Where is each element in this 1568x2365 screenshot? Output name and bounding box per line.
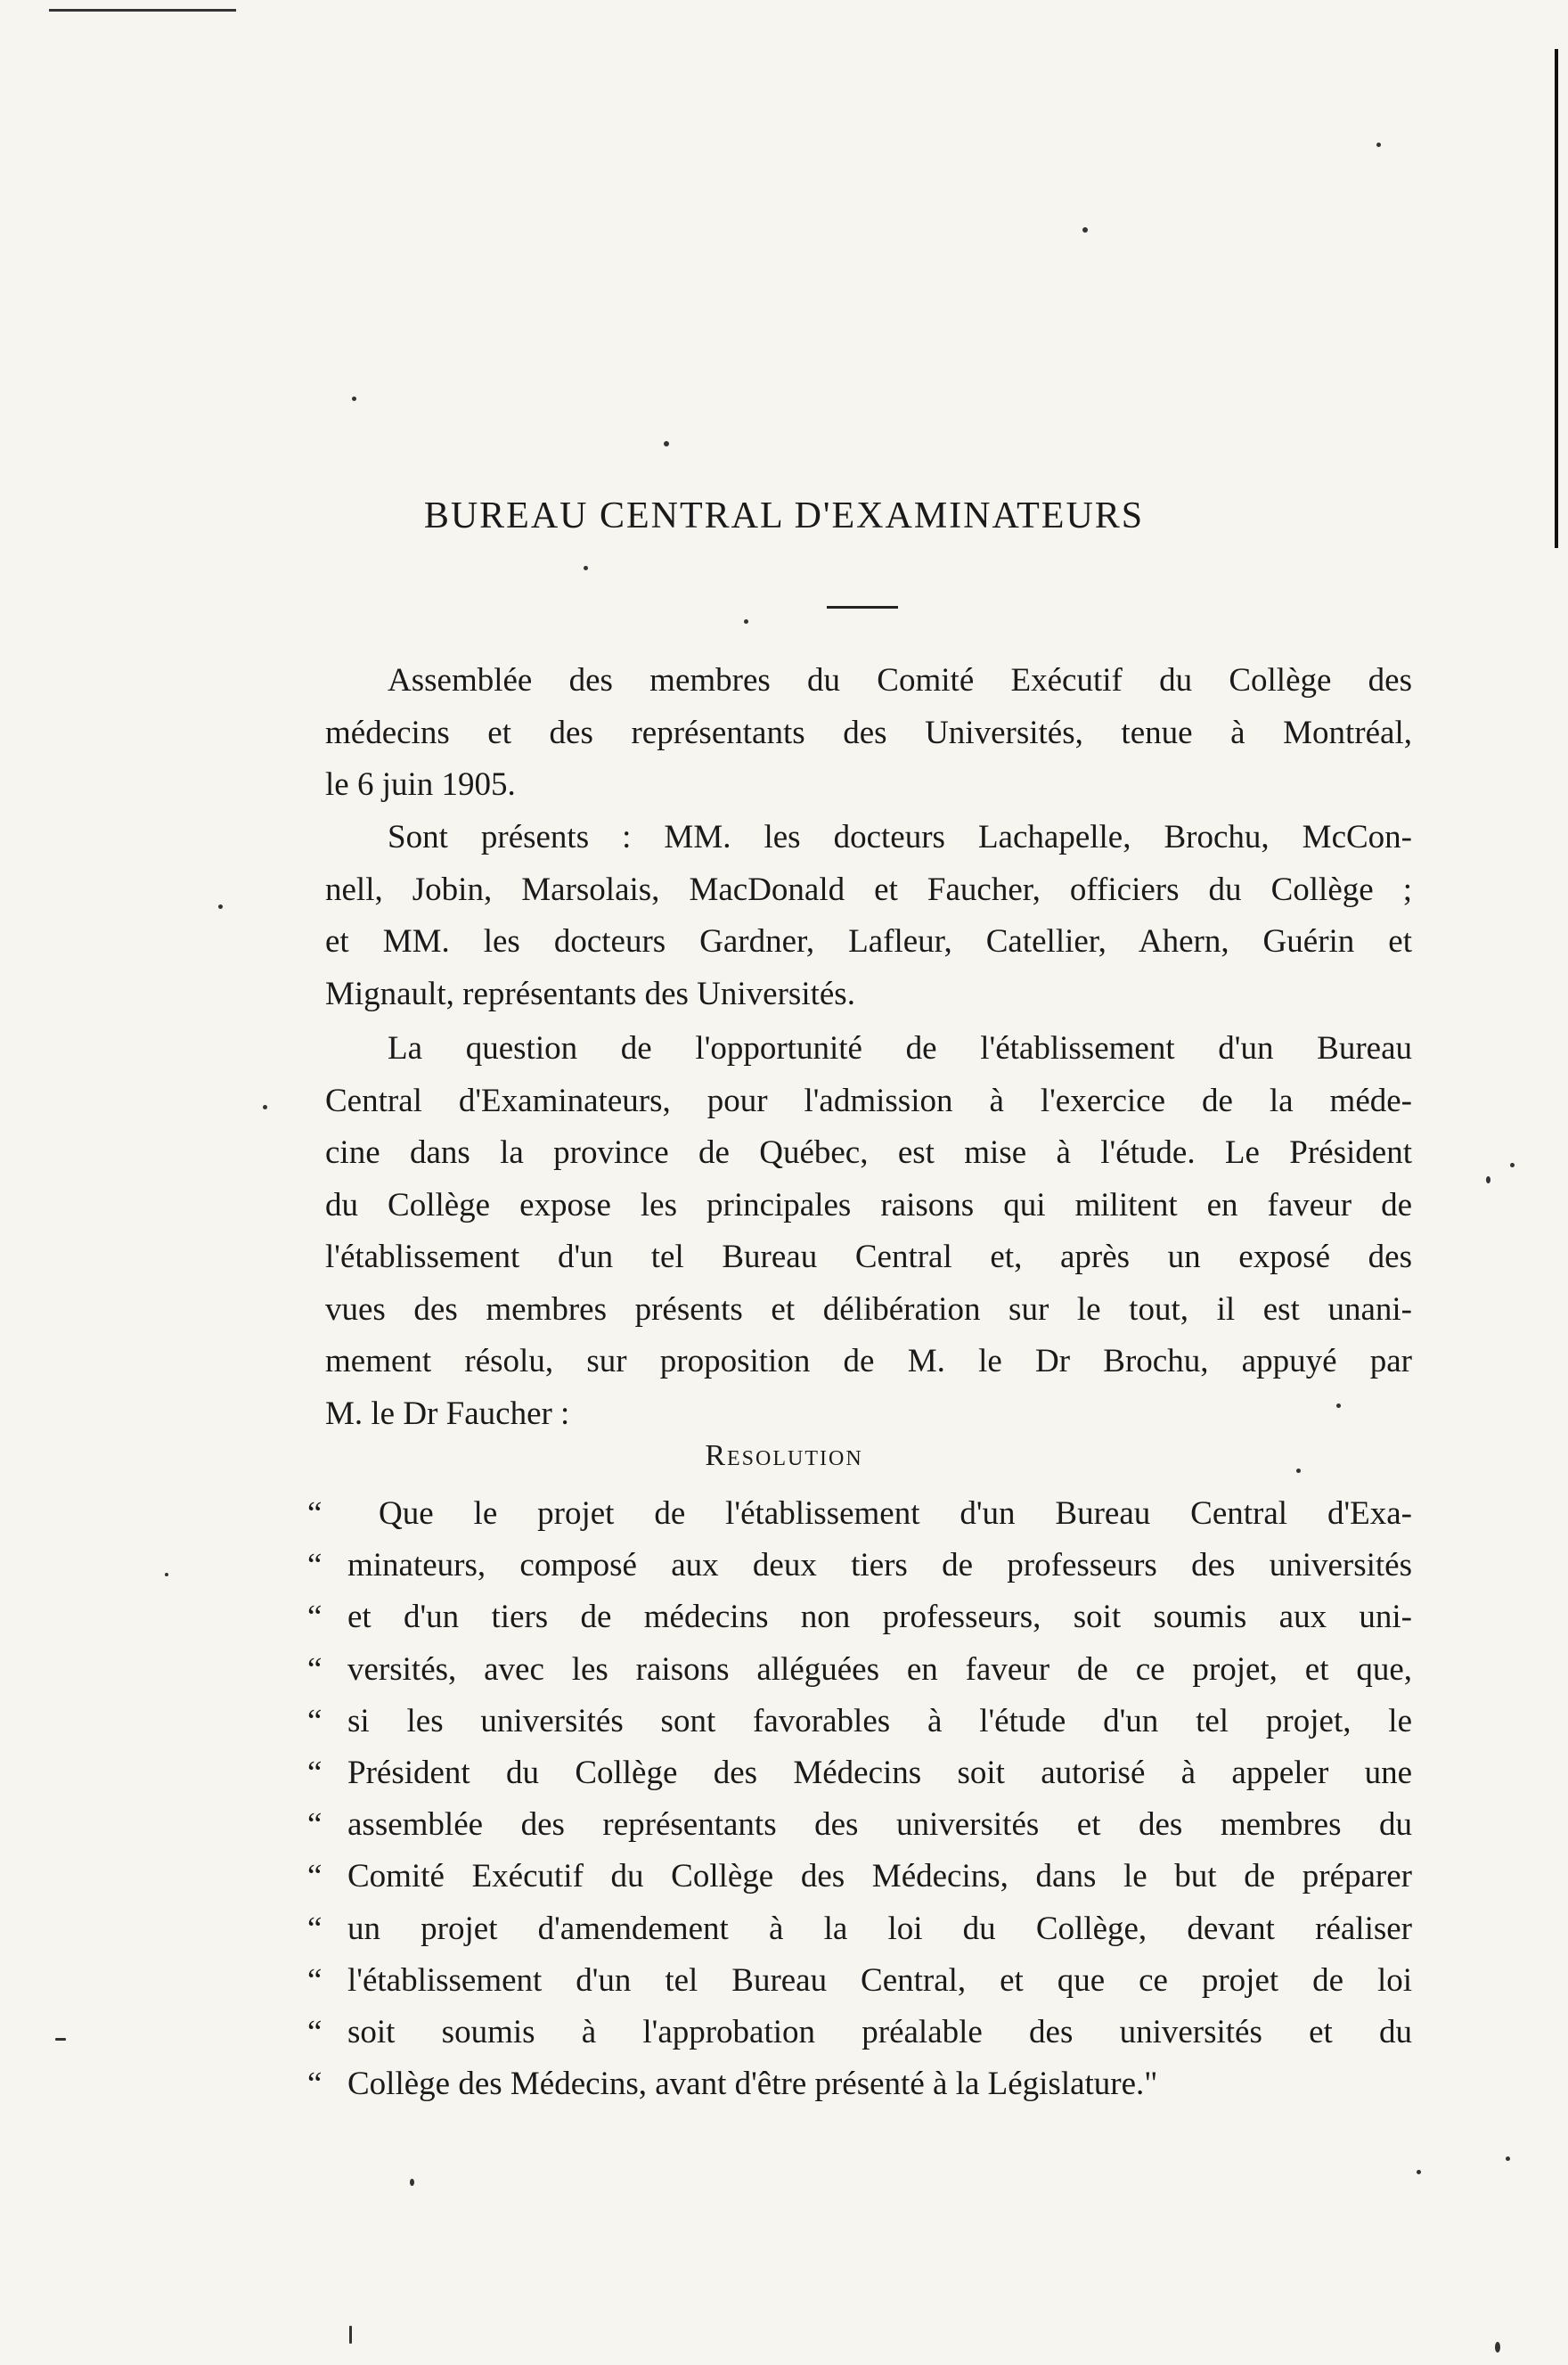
paragraph-line: l'établissement d'un tel Bureau Central et, après un exposé des — [325, 1239, 1412, 1275]
quote-mark: “ — [307, 1806, 323, 1844]
quote-text: Collège des Médecins, avant d'être présenté à la Législature." — [347, 2066, 1158, 2103]
quote-text: minateurs, composé aux deux tiers de professeurs des universités — [347, 1547, 1412, 1584]
paragraph-line: mement résolu, sur proposition de M. le Dr Brochu, appuyé par — [325, 1343, 1412, 1379]
paragraph-line: nell, Jobin, Marsolais, MacDonald et Faucher, officiers du Collège ; — [325, 871, 1412, 908]
paragraph-line: La question de l'opportunité de l'établissement d'un Bureau — [388, 1030, 1412, 1067]
paragraph-question — [325, 1023, 1412, 1440]
quote-line — [307, 1747, 1412, 1799]
quote-line — [307, 1644, 1412, 1696]
paragraph-assembly — [325, 655, 1412, 812]
scan-speck — [744, 619, 748, 624]
paragraph-line: médecins et des représentants des Universités, tenue à Montréal, — [325, 714, 1412, 751]
paragraph-line: cine dans la province de Québec, est mise à l'étude. Le Président — [325, 1134, 1412, 1171]
quote-mark: “ — [307, 1858, 323, 1895]
quote-text: Président du Collège des Médecins soit autorisé à appeler une — [347, 1755, 1412, 1792]
page-heading: BUREAU CENTRAL D'EXAMINATEURS — [423, 495, 1145, 536]
quote-text: versités, avec les raisons alléguées en faveur de ce projet, et que, — [347, 1650, 1412, 1688]
paragraph-line: vues des membres présents et délibération sur le tout, il est unani- — [325, 1290, 1412, 1328]
scan-speck — [165, 1573, 168, 1576]
quote-text: Comité Exécutif du Collège des Médecins, dans le but de préparer — [347, 1858, 1412, 1895]
quote-text: soit soumis à l'approbation préalable des universités et du — [347, 2014, 1412, 2051]
quote-mark: “ — [307, 1755, 323, 1792]
quote-mark: “ — [307, 2066, 323, 2103]
quote-line — [307, 1540, 1412, 1592]
quote-line — [307, 1488, 1412, 1540]
scan-speck — [352, 397, 356, 401]
quote-line — [307, 1799, 1412, 1851]
quote-mark: “ — [307, 1650, 323, 1688]
resolution-quote — [307, 1488, 1412, 2110]
quote-text: l'établissement d'un tel Bureau Central, et que ce projet de loi — [347, 1961, 1412, 1999]
quote-mark: “ — [307, 1547, 323, 1584]
scan-speck — [1506, 2156, 1510, 2161]
scan-speck — [349, 2326, 352, 2344]
scan-speck — [218, 904, 223, 909]
quote-line — [307, 1851, 1412, 1903]
scan-speck — [1082, 227, 1088, 233]
quote-mark: “ — [307, 1495, 323, 1532]
quote-line — [307, 1696, 1412, 1747]
paragraph-line: le 6 juin 1905. — [325, 766, 516, 803]
quote-mark: “ — [307, 1599, 323, 1636]
paragraph-line: Central d'Examinateurs, pour l'admission à l'exercice de la méde- — [325, 1082, 1412, 1119]
quote-text: assemblée des représentants des universités et des membres du — [347, 1806, 1412, 1844]
quote-mark: “ — [307, 1961, 323, 1999]
quote-text: si les universités sont favorables à l'étude d'un tel projet, le — [347, 1702, 1412, 1739]
quote-line — [307, 1903, 1412, 1955]
paragraph-line: Mignault, représentants des Universités. — [325, 975, 855, 1012]
quote-line — [307, 2058, 1412, 2110]
paragraph-line: M. le Dr Faucher : — [325, 1395, 570, 1432]
scan-speck — [1495, 2342, 1500, 2353]
scan-speck — [1510, 1163, 1515, 1167]
quote-line — [307, 1955, 1412, 2007]
quote-line — [307, 2007, 1412, 2058]
quote-mark: “ — [307, 1702, 323, 1739]
paragraph-line: du Collège expose les principales raisons qui militent en faveur de — [325, 1186, 1412, 1223]
quote-text: Que le projet de l'établissement d'un Bureau Central d'Exa- — [379, 1495, 1412, 1532]
binding-edge-bar — [1555, 49, 1558, 548]
scan-speck — [1486, 1176, 1490, 1183]
heading-divider — [827, 606, 898, 609]
paragraph-line: Sont présents : MM. les docteurs Lachapelle, Brochu, McCon- — [388, 819, 1412, 855]
resolution-title: Resolution — [705, 1439, 863, 1472]
scan-speck — [664, 441, 669, 446]
top-edge-rule — [49, 9, 236, 12]
scan-speck — [584, 566, 588, 570]
quote-text: et d'un tiers de médecins non professeurs, soit soumis aux uni- — [347, 1599, 1412, 1636]
quote-mark: “ — [307, 2014, 323, 2051]
quote-text: un projet d'amendement à la loi du Collège, devant réaliser — [347, 1910, 1412, 1947]
paragraph-line: et MM. les docteurs Gardner, Lafleur, Catellier, Ahern, Guérin et — [325, 923, 1412, 960]
paragraph-line: Assemblée des membres du Comité Exécutif du Collège des — [388, 662, 1412, 699]
paragraph-present — [325, 812, 1412, 1020]
quote-line — [307, 1592, 1412, 1643]
quote-mark: “ — [307, 1910, 323, 1947]
scan-speck — [1336, 1403, 1341, 1408]
scan-speck — [55, 2038, 66, 2041]
scan-speck — [1296, 1469, 1301, 1473]
scan-speck — [1417, 2170, 1421, 2174]
scan-speck — [1376, 143, 1381, 147]
scan-speck — [410, 2179, 414, 2186]
scan-speck — [263, 1105, 267, 1109]
